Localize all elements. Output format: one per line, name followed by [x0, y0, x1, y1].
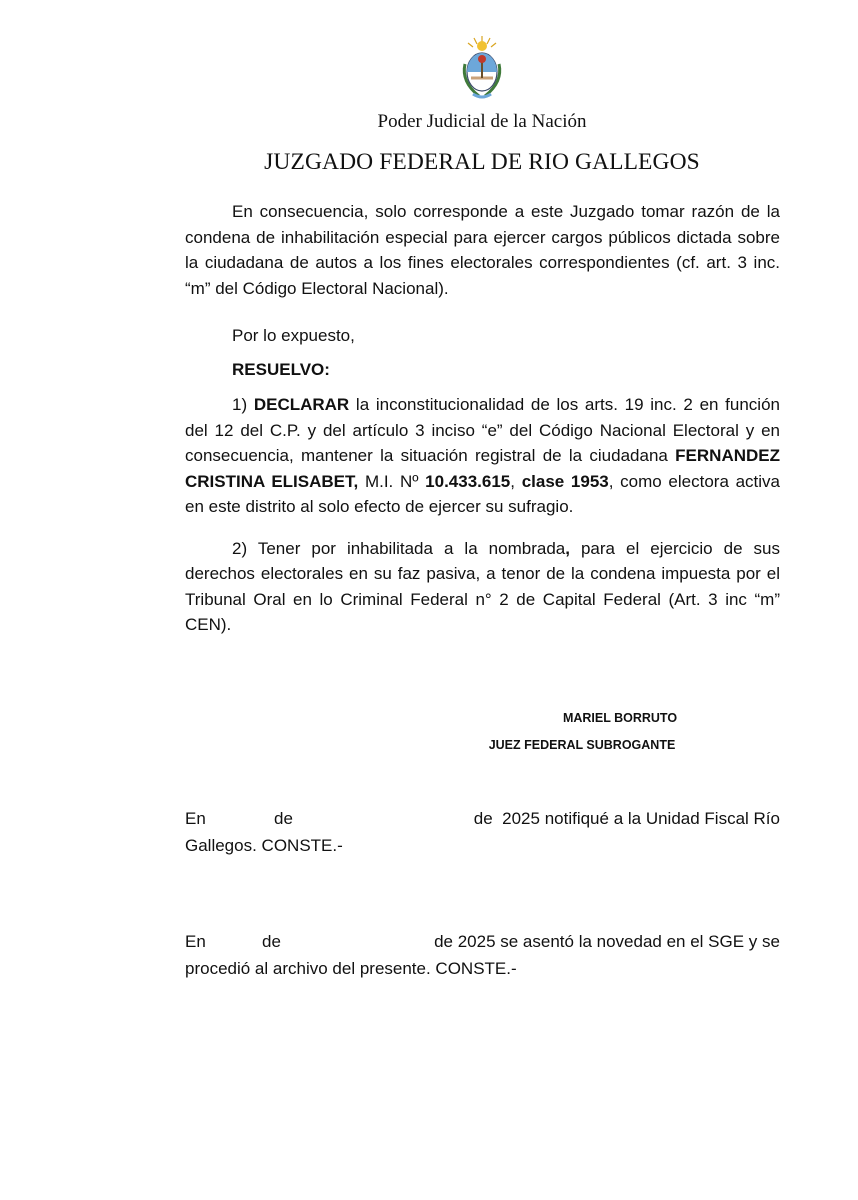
signatory-title: JUEZ FEDERAL SUBROGANTE [488, 738, 676, 752]
resuelvo-heading: RESUELVO: [232, 359, 330, 379]
por-lo-expuesto: Por lo expuesto, [232, 326, 355, 345]
notification-2-rest: de 2025 se asentó la novedad en el SGE y se [434, 932, 780, 951]
notification-2-de: de [262, 932, 281, 951]
mi-number: 10.433.615 [425, 471, 511, 491]
citizen-name: FERNANDEZ CRISTINA ELISABET, [185, 446, 781, 491]
court-name: JUZGADO FEDERAL DE RIO GALLEGOS [264, 149, 700, 175]
item-2-comma: , [565, 538, 570, 558]
notification-1-en: En [185, 809, 206, 828]
clase: clase 1953 [521, 471, 609, 491]
notification-2-en: En [185, 932, 206, 951]
paragraph-consecuencia: En consecuencia, solo corresponde a este Juzgado tomar razón de la condena de inhabilitación especial para ejercer cargos públicos dictada sobre la ciudadana de autos a los fines electorales correspondientes (cf. art. 3 inc. “m” del Código Electoral Nacional). [185, 202, 780, 298]
notification-1-rest: de 2025 notifiqué a la Unidad Fiscal Río [473, 809, 780, 828]
item-1-text-a: la inconstitucionalidad de los arts. 19 inc. 2 en función del 12 del C.P. y del artículo 3 inciso “e” del Código Nacional Electoral y en consecuencia, mantener la situación registral de la ciudadana [185, 395, 780, 465]
notification-1-de: de [274, 809, 293, 828]
item-1-text-b: , como electora activa en este distrito al solo efecto de ejercer su sufragio. [185, 471, 781, 516]
notification-2-line2: procedió al archivo del presente. CONSTE.- [185, 959, 517, 978]
signatory-name: MARIEL BORRUTO [562, 711, 678, 725]
institution-name: Poder Judicial de la Nación [377, 111, 587, 132]
resolution-item-1: 1) DECLARAR la inconstitucionalidad de los arts. 19 inc. 2 en función del 12 del C.P. y del artículo 3 inciso “e” del Código Nacional Electoral y en consecuencia, mantener la situación registral de la ciudadana FERNANDEZ CRISTINA ELISABET, M.I. Nº 10.433.615, clase 1953, como electora activa en este distrito al solo efecto de ejercer su sufragio. [185, 395, 781, 516]
notification-archivo [185, 928, 780, 982]
item-2-text-a: Tener por inhabilitada a la nombrada [257, 538, 566, 558]
argentina-coat-of-arms-icon [457, 34, 507, 104]
resolution-item-2 [185, 536, 780, 638]
notification-1-line2: Gallegos. CONSTE.- [185, 836, 343, 855]
notification-fiscal [185, 805, 780, 859]
item-2-text-b: para el ejercicio de sus derechos electorales en su faz pasiva, a tenor de la condena impuesta por el Tribunal Oral en lo Criminal Federal n° 2 de Capital Federal (Art. 3 inc “m” CEN). [185, 538, 780, 634]
item-1-number: 1) [232, 395, 248, 414]
mi-label: M.I. Nº [364, 471, 419, 491]
resolution-body [185, 199, 780, 638]
item-1-verb: DECLARAR [253, 395, 350, 414]
item-2-number: 2) [232, 538, 248, 558]
